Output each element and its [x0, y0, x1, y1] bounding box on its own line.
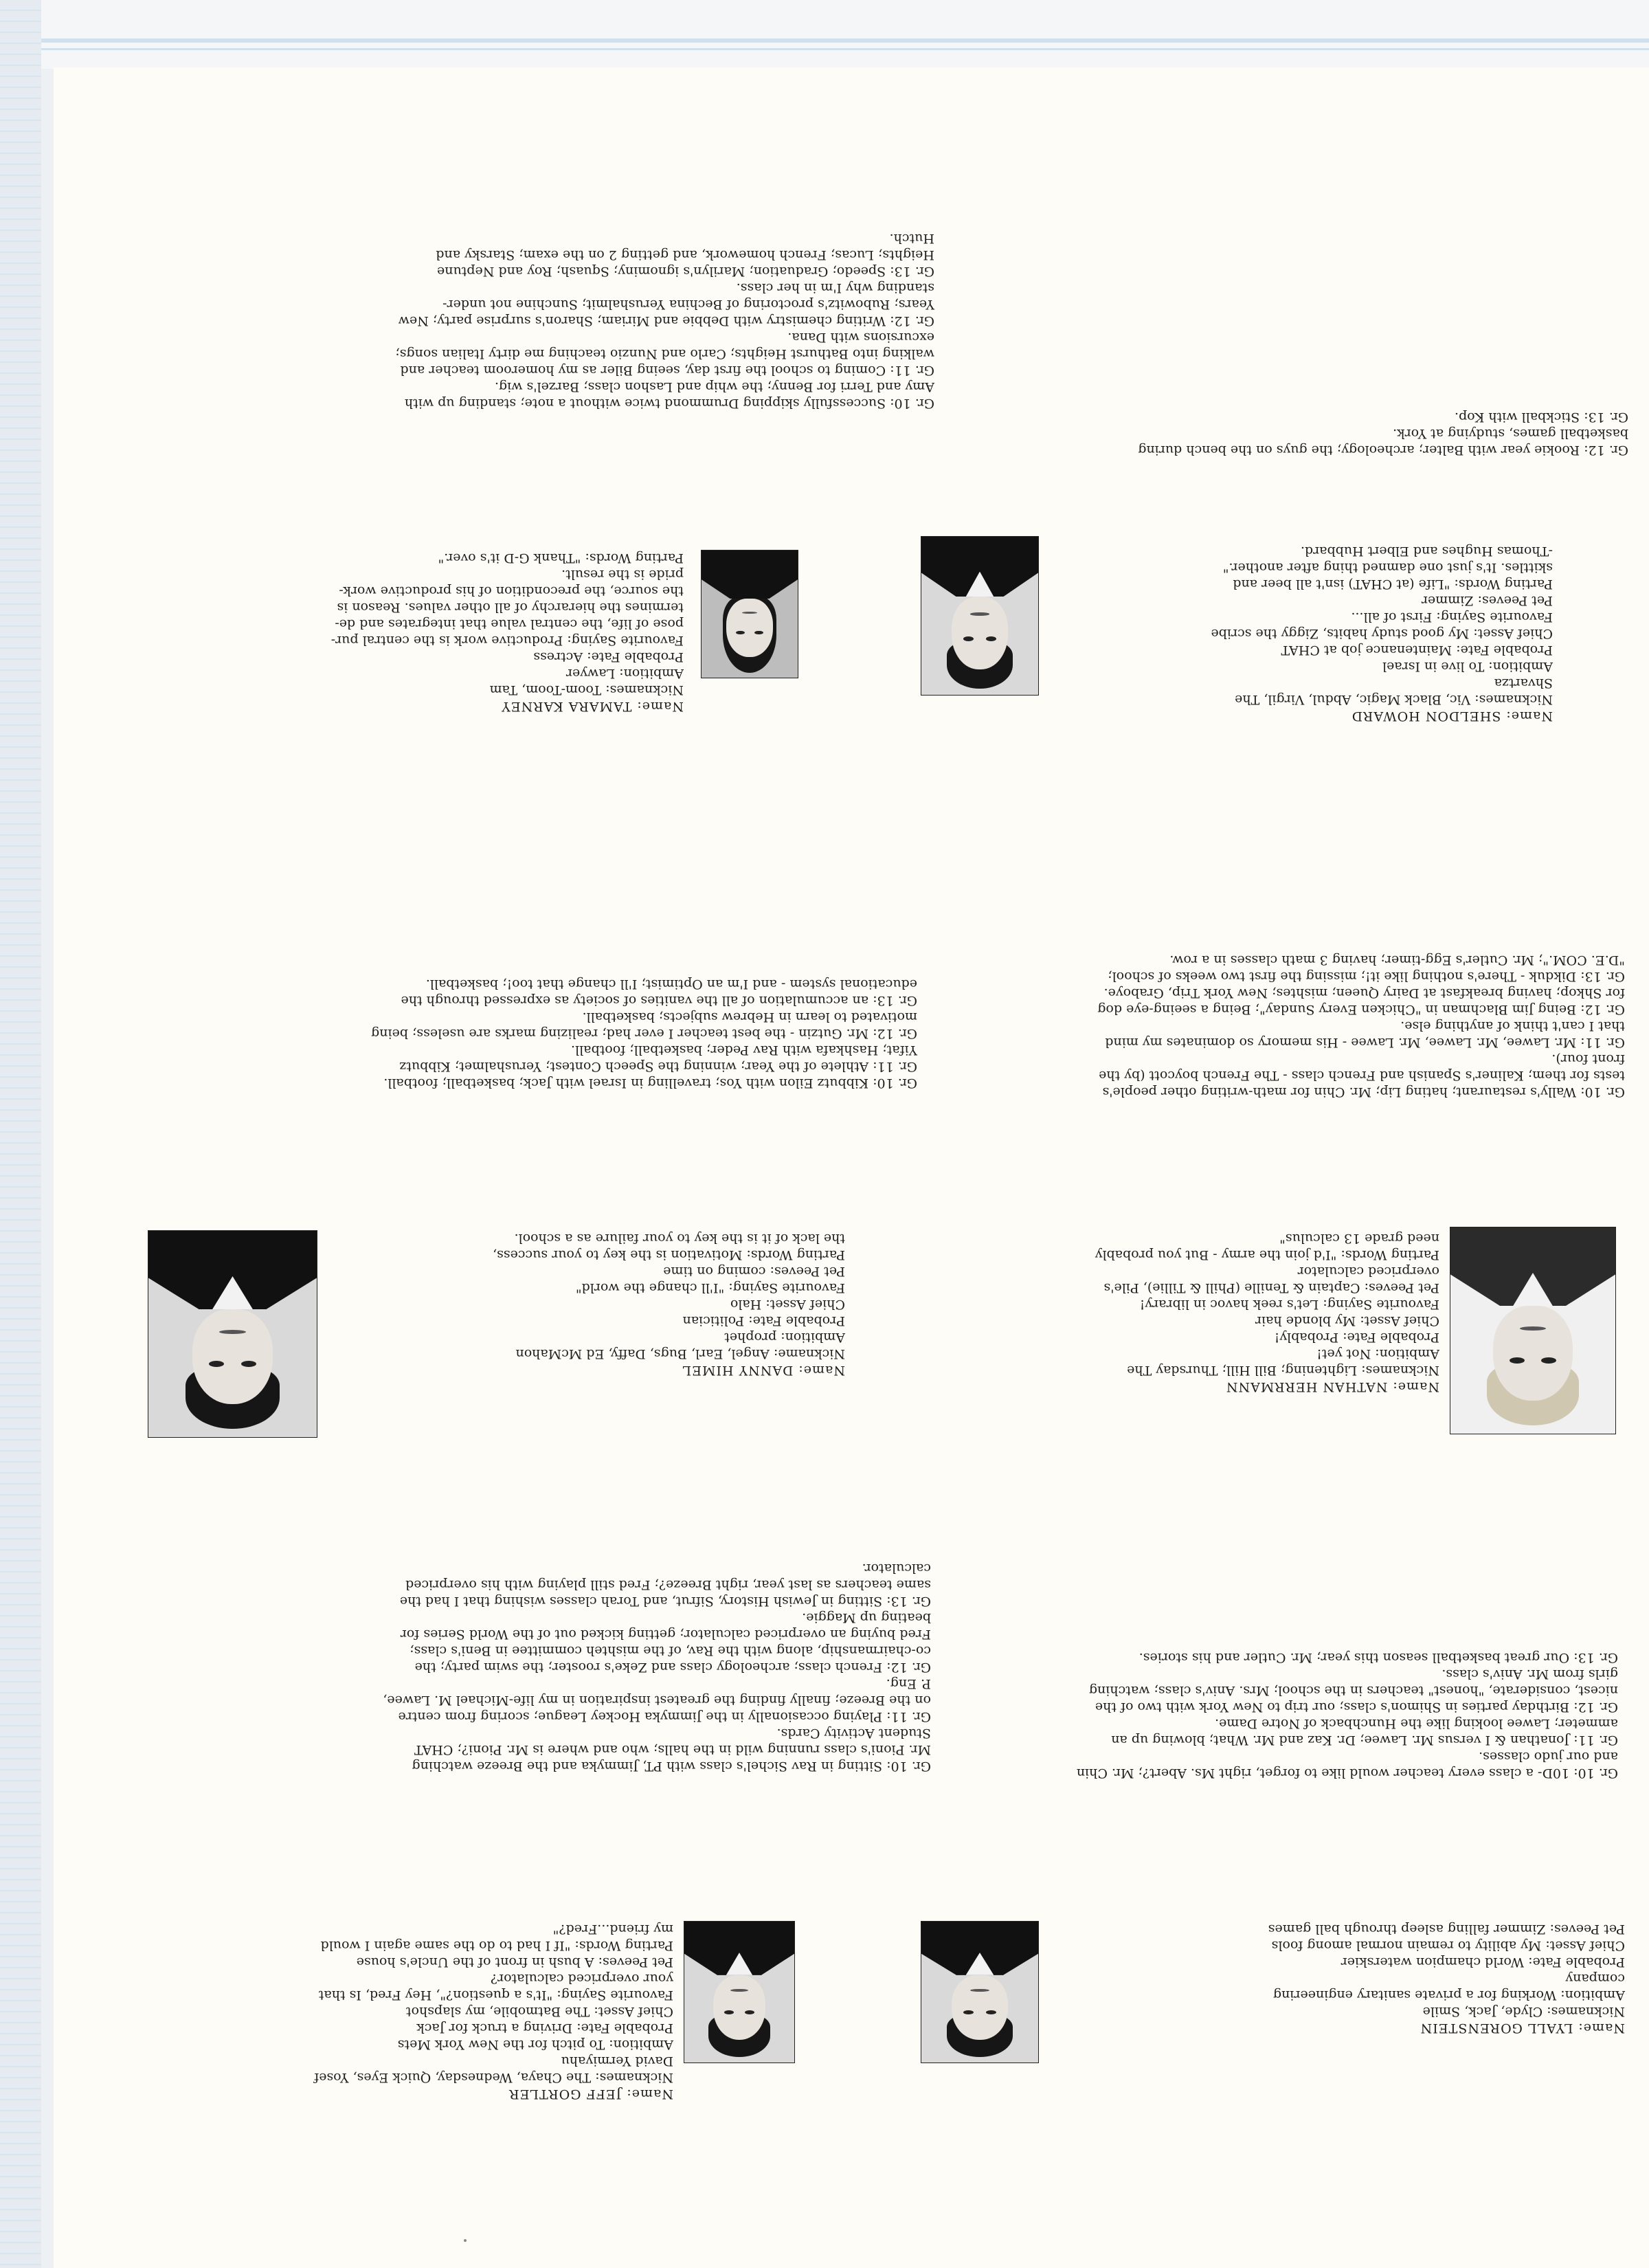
portrait-photo-tamara: [701, 550, 798, 678]
student-profile: Nicknames: Lightening; Bill Hill; Thursday The Ambition: Not yet! Probable Fate: Probably! Chief Asset: My blonde hair Favourite Saying: Let's reek havoc in library! Pet Peeves: Captain & Tenille (Phill & Tillie), Pile's overpriced calculator Parting Words: "I'd join the army - But you probably need grade 13 calculus": [1095, 1231, 1439, 1378]
grades-block-nathan: [931, 952, 1625, 1100]
grades-block-danny: [155, 976, 917, 1091]
student-name: Name: DANNY HIMEL: [682, 1363, 845, 1378]
student-profile: Nickname: Angel, Earl, Bugs, Daffy, Ed McMahon Ambition: prophet Probable Fate: Politician Chief Asset: Halo Favourite Saying: "I'll change the world" Pet Peeves: coming on time Parting Words: Motivation is the key to your success, the lack of it is the key to your failure as a school.: [493, 1231, 845, 1361]
portrait-photo-lyall: [921, 1921, 1039, 2063]
grades-block-lyall: [924, 1649, 1618, 1781]
student-grades: Gr. 10: Successfully skipping Drummond twice without a note; standing up with Amy and Terri for Benny; the whip and Lashon class; Barzel's wig. Gr. 11: Coming to school the first day, seeing Biler as my homeroom teacher and walking into Bathurst Heights; Carlo and Nunzio teaching me dirty Italian songs; excursions with Dana. Gr. 12: Writing chemistry with Debbie and Miriam; Sharon's surprise party; New Years; Rubowitz's proctoring of Bechina Yerushalmit; Sunchine not under- standing why I'm in her class. Gr. 13: Speedo; Graduation; Marilyn's ignominy; Squash; Roy and Neptune Heights; Lucas; French homework, and getting 2 on the exam; Starsky and Hutch.: [395, 231, 934, 411]
student-profile: Nicknames: Toom-Toom, Tam Ambition: Lawyer Probable Fate: Actress Favourite Saying: Productive work is the central pur- pose of life, the central value that integrates and de- termines the hierarchy of all other values. Reason is the source, the precondition of his productive work- pride is the result. Parting Words: "Thank G-D it's over.": [330, 551, 684, 698]
portrait-photo-sheldon: [921, 536, 1039, 696]
profile-block-nathan: [938, 1230, 1439, 1395]
student-profile: Nicknames: Clyde, Jack, Smile Ambition: Working for a private sanitary engineering company Probable Fate: World champion waterskier Chief Asset: My ability to remain normal among fools Pet Peeves: Zimmer falling asleep through ball games: [1268, 1922, 1625, 2019]
student-name: Name: TAMARA KARNEY: [501, 699, 684, 714]
student-name: Name: JEFF GORTLER: [508, 2087, 673, 2102]
student-grades: Gr. 10: 10D- a class every teacher would like to forget, right Ms. Abert?; Mr. Chin and our judo classes. Gr. 11: Jonathan & I versus Mr. Lawee; Dr. Kaz and Mr. What; blowing up an ammeter; Lawee looking like the Hunchback of Notre Dame. Gr. 12: Birthday parties in Shimon's class; our trip to New York with two of the nicest, considerate, "honest" teachers in the school; Mrs. Aniv's class; watching girls from Mr. Aniv's class. Gr. 13: Our great basketball season this year; Mr. Cutler and his stories.: [1076, 1650, 1618, 1781]
student-name: Name: LYALL GORENSTEIN: [1420, 2021, 1625, 2036]
profile-block-sheldon: [1058, 543, 1553, 724]
profile-block-danny: [323, 1230, 845, 1379]
grades-block-tamara: [196, 230, 934, 412]
profile-block-lyall: [1055, 1921, 1625, 2036]
student-grades: Gr. 10: Sitting in Rav Sichel's class with PT, Jimmyka and the Breeze watching Mr. Pioni's class running wild in the halls; who and where is Mr. Pioni?; CHAT Student Activity Cards. Gr. 11: Playing occasionally in the Jimmyka Hockey League; scoring from centre on the Breeze; finally finding the greatest inspiration in my life-Michael M. Lawee, P. Eng. Gr. 12: French class; archeology class and Zeke's rooster; the swim party; the co-chairmanship, along with the Rav, of the mishteh committee in Beni's class; Fred buying an overpriced calculator; getting kicked out of the World Series for beating up Maggie. Gr. 13: Sitting in Jewish History, Sifrut, and Torah classes wishing that I had the same teachers as last year, right Breeze?; Fred still playing with his overpriced calculator.: [383, 1561, 931, 1774]
portrait-photo-nathan: [1450, 1227, 1616, 1434]
profile-block-tamara: [165, 550, 684, 715]
page-speck: [464, 2239, 467, 2242]
student-name: Name: NATHAN HERRMANN: [1225, 1379, 1439, 1394]
student-grades: Gr. 12: Rookie year with Balter; archeology; the guys on the bench during basketball games, studying at York. Gr. 13: Stickball with Kop.: [1138, 410, 1628, 458]
grades-block-jeff: [155, 1560, 931, 1775]
portrait-photo-jeff: [684, 1921, 795, 2063]
portrait-photo-danny: [148, 1230, 317, 1438]
student-grades: Gr. 10: Wally's restaurant; hating Lip; Mr. Chin for math-writing other people's tests for them; Kaliner's Spanish and French class - The French boycott (by the front four). Gr. 11: Mr. Lawee, Mr. Lawee, Mr. Lawee - His memory so dominates my mind that I can't think of anything else. Gr. 12: Being Jim Blachman in "Chicken Every Sunday"; Being a seeing-eye dog for Shkop; having breakfast at Dairy Queen; mishtes; New York Trip, Graboye. Gr. 13: Dikduk - There's nothing like it!; missing the first two weeks of school; "D.E. COM."; Mr. Cutler's Egg-timer; having 3 math classes in a row.: [1097, 953, 1625, 1100]
grades-block-sheldon: [989, 409, 1628, 458]
student-name: Name: SHELDON HOWARD: [1351, 709, 1553, 724]
student-profile: Nicknames: The Chaya, Wednesday, Quick Eyes, Yosef David Yermiyahu Ambition: To pitch for the New York Mets Probable Fate: Driving a truck for Jack Chief Asset: The Batmobile, my slapshot Favourite Saying: "It's a question?", Hey Fred, Is that your overpriced calculator? Pet Peeves: A bush in front of the Uncle's house Parting Words: "If I had to do the same again I would my friend...Fred?": [314, 1922, 673, 2085]
student-grades: Gr. 10: Kibbutz Eilon with Yos; travelling in Israel with Jack; basketball; football. Gr. 11: Athlete of the Year; winning the Speech Contest; Yerushalmet; Kibbutz Yifat; Hashkafa with Rav Peder; basketball; football. Gr. 12: Mr. Gutzin - the best teacher I ever had; realizing marks are useless; being motivated to learn in Hebrew subjects; basketball. Gr. 13: an accumulation of all the vanities of society as expressed through the educational system - and I'm an Optimist; I'll change that too!; basketball.: [371, 977, 917, 1091]
profile-block-jeff: [155, 1921, 673, 2102]
student-profile: Nicknames: Vic, Black Magic, Abdul, Virgil, The Shvartza Ambition: To live in Israel Probable Fate: Maintenance job at CHAT Chief Asset: My good study habits, Ziggy the scribe Favourite Saying: First of all... Pet Peeves: Zimmer Parting Words: "Life (at CHAT) isn't all beer and skittles. It's just one damned thing after another." -Thomas Hughes and Elbert Hubbard.: [1211, 544, 1553, 707]
